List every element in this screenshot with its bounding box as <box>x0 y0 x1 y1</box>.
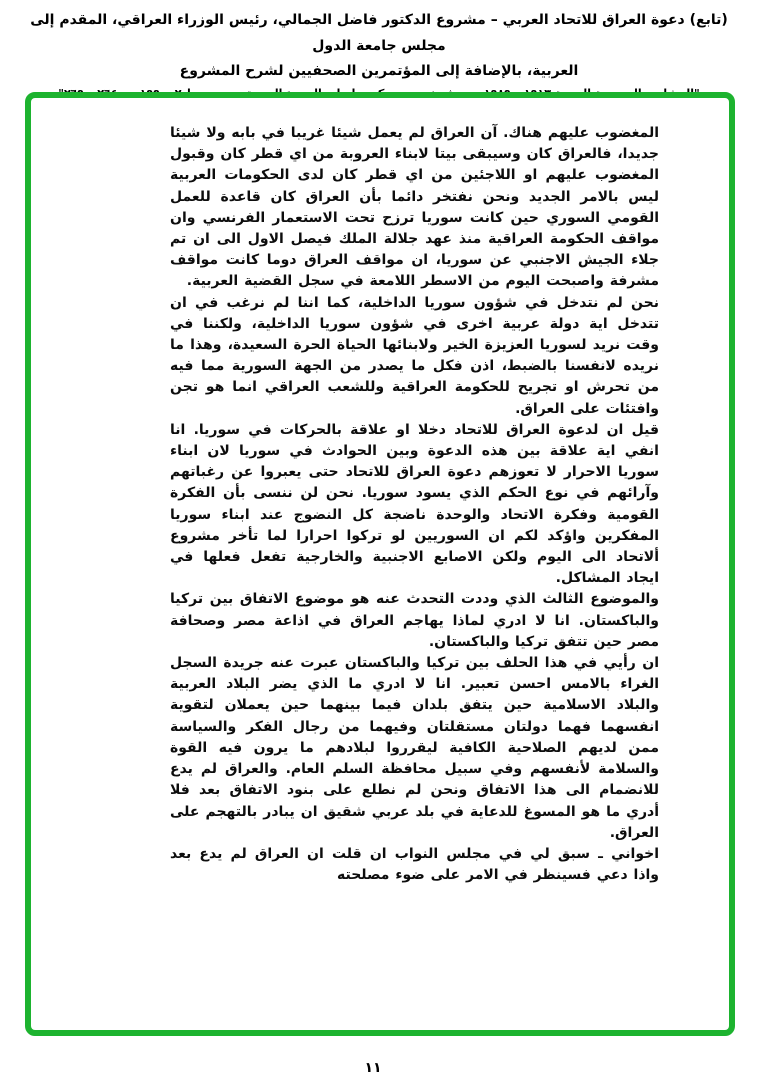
body-paragraph: اخواني ـ سبق لي في مجلس النواب ان قلت ان العراق لم يدع بعد واذا دعي فسينظر في الامر على ضوء مصلحته <box>170 845 659 884</box>
header-title-line2: العربية، بالإضافة إلى المؤتمرين الصحفيين لشرح المشروع <box>179 63 579 79</box>
body-paragraph: ان رأيي في هذا الحلف بين تركيا والباكستان عبرت عنه جريدة السجل الغراء بالامس احسن تعبير. انا لا ادري ما الذي يضر البلاد العربية والبلاد الاسلامية حين يتفق بلدان فيما بينهما حين يعملان لتقوية انفسهما فهما دولتان مستقلتان وفيهما من رجال الفكر والسياسة ممن لديهم الصلاحية الكافية ليقرروا لبلادهم ما يرون فيه القوة والسلامة لأنفسهم وفي سبيل محافظة السلم العام. والعراق لم يدع للانضمام الى هذا الاتفاق ونحن لم نطلع على بنود الاتفاق بعد فلا أدري ما هو المسوغ للدعاية في بلد عربي شقيق ان يبادر بالتهجم على العراق. <box>170 655 659 841</box>
content-frame <box>25 92 735 1036</box>
body-paragraph: نحن لم نتدخل في شؤون سوريا الداخلية، كما اننا لم نرغب في ان تتدخل اية دولة عربية اخرى في شؤون سوريا الداخلية، ولكننا في وقت نريد لسوريا العزيزة الخير ولابنائها الحياة الحرة السعيدة، وهذا ما نريده لانفسنا بالضبط، اذن فكل ما يصدر من الجهة السورية مما فيه من تحرش او تجريح للحكومة العراقية وللشعب العراقي انما هو تجن وافتئات على العراق. <box>170 294 659 417</box>
page-number: ١١ <box>364 1060 382 1076</box>
body-text <box>170 123 659 886</box>
body-paragraph: والموضوع الثالث الذي وددت التحدث عنه هو موضوع الاتفاق بين تركيا والباكستان. انا لا ادري لماذا يهاجم العراق في اذاعة مصر وصحافة مصر حين تتفق تركيا والباكستان. <box>170 591 659 650</box>
document-header <box>0 0 758 103</box>
body-paragraph: المغضوب عليهم هناك. آن العراق لم يعمل شيئا غريبا في بابه ولا شيئا جديدا، فالعراق كان وسيبقى بيتا لابناء العروبة من اي قطر كان وقبول المغضوب عليهم او اللاجئين من اي قطر كان لدى الحكومات العربية ليس بالامر الجديد ونحن نفتخر دائما بأن العراق كان قاعدة للعمل القومي السوري حين كانت سوريا ترزح تحت الاستعمار الفرنسي وان مواقف الحكومة العراقية منذ عهد جلالة الملك فيصل الاول الى ان تم جلاء الجيش الاجنبي عن سوريا، ان مواقف العراق دوما كانت مواقف مشرفة واصبحت اليوم من الاسطر اللامعة في سجل القضية العربية. <box>170 125 659 290</box>
header-title-line1: (تابع) دعوة العراق للاتحاد العربي – مشروع الدكتور فاضل الجمالي، رئيس الوزراء العراقي، المقدم إلى مجلس جامعة الدول <box>30 12 728 54</box>
body-paragraph: قيل ان لدعوة العراق للاتحاد دخلا او علاقة بالحركات في سوريا. انا انفي اية علاقة بين هذه الدعوة وبين الحوادث في سوريا لان ابناء سوريا الاحرار لا تعوزهم دعوة العراق للاتحاد حتى يعبروا عن رغباتهم وآرائهم في نوع الحكم الذي يسود سوريا. نحن لن ننسى بأن الفكرة القومية وفكرة الاتحاد والوحدة ناضجة كل النضوج عند ابناء سوريا المفكرين واؤكد لكم ان السوريين لو تركوا احرارا لما تأخر مشروع ألاتحاد الى اليوم ولكن الاصابع الاجنبية والخارجية تفعل فعلها في ايجاد المشاكل. <box>170 421 659 587</box>
